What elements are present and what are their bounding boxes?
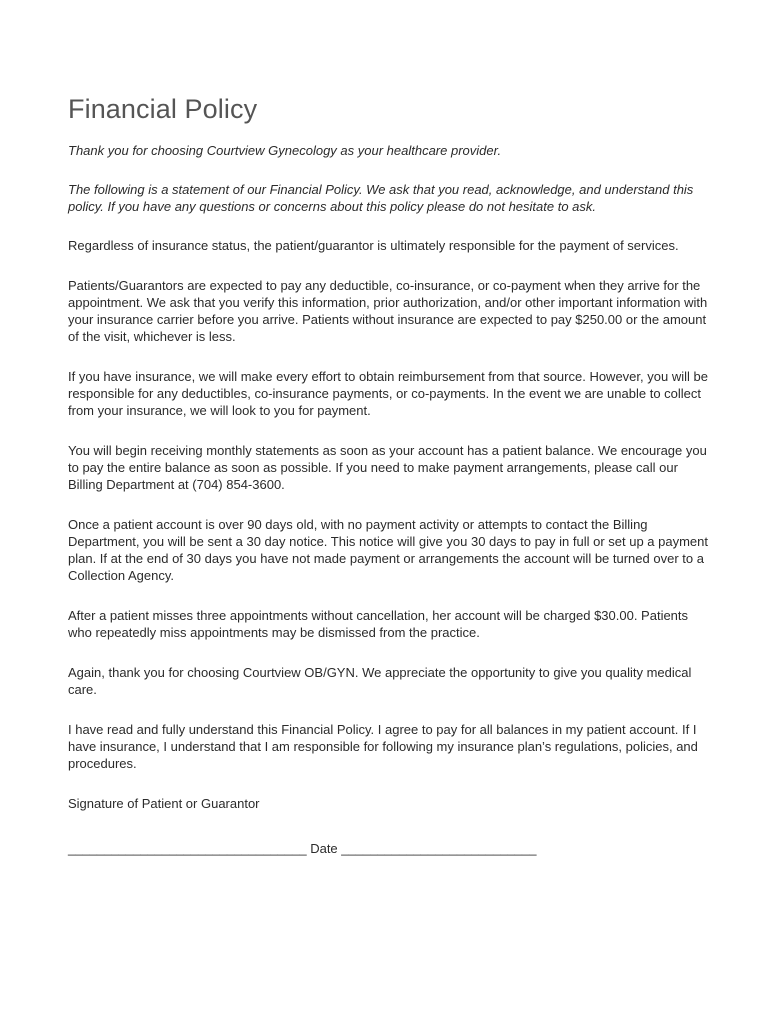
signature-date-line: _________________________________ Date ___________________________ (68, 841, 537, 856)
paragraph-acknowledgement: I have read and fully understand this Financial Policy. I agree to pay for all balances in my patient account. If I have insurance, I understand that I am responsible for following my insurance plan’s regulations, policies, and procedures. (68, 722, 698, 771)
intro-thanks: Thank you for choosing Courtview Gynecology as your healthcare provider. (68, 143, 502, 158)
paragraph-collections: Once a patient account is over 90 days old, with no payment activity or attempts to contact the Billing Department, you will be sent a 30 day notice. This notice will give you 30 days to pay in full or set up a payment plan. If at the end of 30 days you have not made payment or arrangements the account will be turned over to a Collection Agency. (68, 517, 708, 583)
signature-label: Signature of Patient or Guarantor (68, 796, 260, 811)
paragraph-responsibility: Regardless of insurance status, the patient/guarantor is ultimately responsible for the payment of services. (68, 238, 679, 253)
intro-statement: The following is a statement of our Financial Policy. We ask that you read, acknowledge, and understand this policy. If you have any questions or concerns about this policy please do not hesitate to ask. (68, 182, 694, 214)
paragraph-copayment: Patients/Guarantors are expected to pay any deductible, co-insurance, or co-payment when they arrive for the appointment. We ask that you verify this information, prior authorization, and/or other important information with your insurance carrier before you arrive. Patients without insurance are expected to pay $250.00 or the amount of the visit, whichever is less. (68, 278, 708, 344)
paragraph-statements: You will begin receiving monthly statements as soon as your account has a patient balance. We encourage you to pay the entire balance as soon as possible. If you need to make payment arrangements, please call our Billing Department at (704) 854-3600. (68, 443, 707, 492)
paragraph-insurance: If you have insurance, we will make every effort to obtain reimbursement from that source. However, you will be responsible for any deductibles, co-insurance payments, or co-payments. In the event we are unable to collect from your insurance, we will look to you for payment. (68, 369, 708, 418)
page-title: Financial Policy (68, 94, 258, 124)
paragraph-missed-appointments: After a patient misses three appointments without cancellation, her account will be charged $30.00. Patients who repeatedly miss appointments may be dismissed from the practice. (68, 608, 689, 640)
document-page (68, 92, 708, 857)
paragraph-thanks: Again, thank you for choosing Courtview OB/GYN. We appreciate the opportunity to give you quality medical care. (68, 665, 692, 697)
